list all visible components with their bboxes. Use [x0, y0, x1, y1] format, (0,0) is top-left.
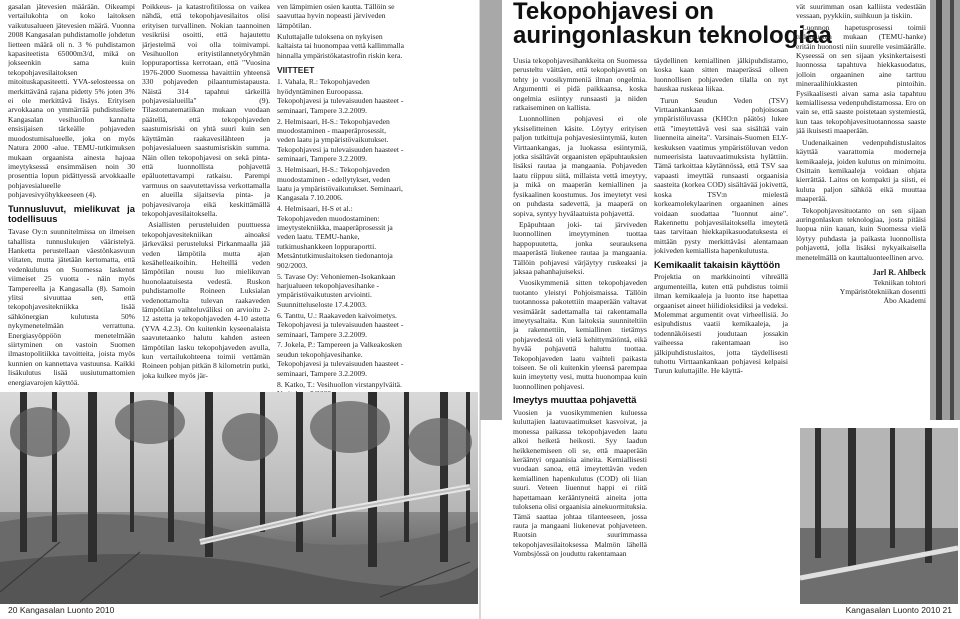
right-col3-para: Luonnon hapetusprosessi toimii tutkimusten mukaan (TEMU-hanke) eritäin huonosti niin suurelle vesimäärälle. Kyseessä on sen sijaan yksinkertaisesti luonnossa tapahtuva hiekkasuodatus, jolloin orgaaninen aine tarttuu mineraalihiukkasten pintoihin. Fysikaalisesti aivan sama asia tapahtuu kemiallisessa vedenpuhdistamossa. Ero on vain se, että saaste poistetaan systemiestä, kun taas tekopohjavesituotannossa saaste jää ikuisesti maaperään.: [796, 22, 926, 136]
forest-photo-graphic: [0, 392, 478, 604]
references-heading: VIITTEET: [277, 64, 315, 75]
reference-item: 1. Vahala, R.: Tekopohjaveden hyödyntäminen Euroopassa. Tekopohjavesi ja tulevaisuuden haasteet -seminaari, Tampere 3.2.2009.: [277, 77, 404, 115]
signature-block: [796, 268, 926, 305]
left-col2-para: Poikkeus- ja katastrofitilossa on vaikea nähdä, että tekopohjavesilaitos olisi erityisen turvallinen. Nokian taannoinen vesikriisi osoitti, että hajautettu järjestelmä voi olla toimivampi. Vesihuollon erityistilannetyöryhmän loppuraportissa kerrotaan, että "Vuosina 1976-2000 Suomessa havaittiin yhteensä 330 pohjaveden pilaantumistapausta. Näistä 314 tapahtui tärkeillä pohjavesialueilla" (9). Tilastomatematiikan mukaan vuodaan päätellä, että tekopohjaveden saastumisriski on yhtä suuri kuin sen käyttämän raakavesilähteen ja pohjavesialueen saastumisriskin summa. Näin ollen tekopohjavesi on sekä pinta- että luonnollista pohjavettä epäluotettavampi ratkaisu. Parempi varmuus on saavutettavissa verkottamalla en alueilla sijaitsevia pinta- ja pohjavesivaroja eikä keskittämällä tekopohjavesilaitoksella.: [142, 2, 270, 218]
right-col1-subhead: Imeytys muuttaa pohjavettä: [513, 394, 637, 406]
right-col2-subhead: Kemikaalit takaisin käyttöön: [654, 258, 781, 270]
right-col1-para: Vuosikymmeniä sitten tekopohjaveden tuotanto yleistyi Pohjoismaissa. Tällöin tuotannossa pakotettiin maaperään valtavat vesimäärät sadettamalla tai rakentamalla imeytysaltaita. Kun laitoksia suunniteltiin ja rakennettiin, kemiallinen tietämys pohjavedestä oli vielä kehittymätöntä, eikä hyvää pohjavettä haluttu tuottaa. Tekopohjaveden laatu vaihteli paikasta toiseen. Se oli kuitenkin yleensä parempaa kuin imeytetty vesi, mutta huonompaa kuin luonnollinen pohjavesi.: [513, 278, 647, 391]
right-col-1: [513, 56, 647, 606]
signature-institution: Åbo Akademi: [883, 296, 926, 306]
right-col2-para: Turun Seudun Veden (TSV) Virttaankankaan pohjoisosan ympäristöluvassa (KHO:n päätös) lukee että "imeytettävä vesi saa sisältää vain liuenneita aineita". Varsinais-Suomen ELY-keskuksen vaatimus ympäristöluvan vedon numeerisista laatuvaatimuksista hylättiin. Tämä tarkoittaa käytännössä, että TSV saa vapaasti imeyttää runsaasti orgaanisia saasteita (korkea COD) sisältävää jokivettä, koska TSV:n mielestä korkeamolekylaarinen orgaaninen aines voidaan suodattaa "luonnut aine". Rakennettu pohjavesilaitoksella imeytetä taas tarvitaan hiekkapikasuodatuksesta ei mittään pysty merkittäväsi alentamaan jokiveden kemiallista hapenkulutusta.: [654, 95, 788, 256]
right-page-footer: Kangasalan Luonto 2010 21: [845, 605, 952, 615]
left-col1-subhead: Tunnusluvut, mielikuvat ja todellisuus: [8, 202, 135, 225]
right-col3-para: Tekopohjavesituotanto on sen sijaan auringonlaskun teknologiaa, josta pitäisi luopua niin kauan, kuin Suomessa vielä löytyy puhdasta ja paikasta luonnollista pohjavettä, jolla lisäksi nykyaikaisella menetelmällä on kauttaluonteellinen arvo.: [796, 205, 926, 262]
reference-item: 5. Tavase Oy: Vehoniemen-Isokankaan harjualueen tekopohjavesihanke - ympäristövaikutusten arviointi. Suunnitteluseloste 17.4.2003.: [277, 271, 396, 309]
right-edge-photo: [480, 0, 502, 420]
signature-title: Tekniikan tohtori: [873, 277, 926, 287]
right-col1-para: Epäpuhtaan joki- tai järviveden luonnollinen imeytyminen tuottaa happopuutetta, jonka seurauksena maaperästä liukenee rautaa ja mangaania. Tällöin pohjavesi värjäytyy ruskeaksi ja jaksaa pahanhajuiseksi.: [513, 219, 647, 276]
reference-item: 8. Katko, T.: Vesihuollon virstanpylväitä.: [277, 379, 402, 389]
left-col3-para: ven lämpimien osien kautta. Tällöin se saavuttaa hyvin nopeasti järviveden lämpötilan.: [277, 2, 395, 30]
left-page-footer: 20 Kangasalan Luonto 2010: [8, 605, 115, 615]
reference-item: 4. Helmisaari, H-S et al.: Tekopohjaveden muodostaminen: imeytystekniikka, maaperäprosessit ja veden laatu. TEMU-hanke, tutkimushankkeen loppuraportti. Metsäntutkimuslaitoksen tiedonantoja 902/2003.: [277, 204, 393, 270]
left-col3-para: Kuluttajalle tuloksena on nykyisen kaltaista tai huonompaa vettä kallimmalla hinnalla ympäristökatastrofin riskin kera.: [277, 31, 404, 60]
right-edge-tree-photo: [930, 0, 960, 420]
right-col1-para: Luonnollinen pohjavesi ei ole yksiselitteinen käsite. Löytyy erityisen paljon tutkittuja pohjavesiesiintymiä, kuten Virttaankangas, ja luokassa esiintymiä, jotka sisältävät orgaanisten epäpuhtauksien lisäksi rautaa ja mangaania. Pohjaveden laatu riippuu siitä, millaista vettä imeytyy, ja mikä on maaperän kemiallinen ja fysikaalinen koostumus. Jos imeytetyt vesi on puhdasta sadevettä, ja maaperä on sopiva, syntyy hyvälaatuista pohjavettä.: [513, 114, 647, 218]
signature-title: Ympäristötekniikan dosentti: [839, 286, 926, 296]
article-title-line-1: Tekopohjavesi on: [513, 0, 714, 25]
right-edge-photo-graphic: [480, 0, 502, 420]
reference-item: 7. Jokela, P.: Tampereen ja Valkeakosken seudun tekopohjavesihanke. Tekopohjavesi ja tulevaisuuden haasteet -seminaari, Tampere 3.2.2009.: [277, 340, 404, 378]
reference-item: 2. Helmisaari, H-S.: Tekopohjaveden muodostaminen - maaperäprosessit, veden laatu ja ympäristövaikutukset. Tekopohjavesi ja tulevaisuuden haasteet -seminaari, Tampere 3.2.2009.: [277, 116, 404, 164]
right-col2-para: täydellinen kemiallinen jälkipuhdistamo, koska kaan sitten maaperässä olleen luonnollisen pohjaveden tilalla on nyt hauskaa ruskeaa liikaa.: [654, 56, 788, 94]
right-col1-para: Uusia tekopohjavesihankkeita on Suomessa perusteltu väittäen, että tekopohjavettä on tehty jo vuosikymmeniä ilman ongelmia. Argumentti ei pidä paikkaansa, koska ongelmia esiintyy runsaasti ja niiden ratkaiseminen on kallista.: [513, 56, 647, 113]
left-col1-para: Tavase Oy:n suunnitelmissa on ilmeisen tahallista tunnuslukujen vääristelyä. Hanketta perustellaan väestönkasvuun viitaten, mutta jätetään kertomatta, että vedenkulutus on Suomessa laskenut viimeiset 25 vuotta - näin myös Tampereella ja Kangasalla (8). Samoin ylitsi sivuuttaa sen, että tekopohjavesitekniikka lisää sähkönergian kulutusta 50% nykymenetelmään verrattuna. Energiasyöppöön menetelmään siirtyminen on vastoin Suomen ilmastopolitiikka tavoitteita, joista myös kunnien on kannettava vastuunsa. Kaikki lisäkulutus lisää uusiutumattomien energiavarojen käyttöä.: [8, 227, 135, 387]
right-edge-tree-graphic: [930, 0, 960, 420]
left-col2-para: Asiallisten perusteluiden puuttuessa tekopohjavesitekniikan ainoaksi järkeväksi perusteluksi Pirkanmaalla jää veden lämpötila mutta ajan kesähelleaikoihin. Helteillä veden lämpötilan nousu luo mielikuvan huonolaatuisesta vedestä. Ruskon puhdistamolle Roineen Luksialan vedenottamolta tulevan raakaveden lämpötilan vaihteluväliksi on arvioitu 2-12 astetta ja tekopohjaveden 4-10 astetta (YVA 4.2.3). On kuitenkin kyseenalaista saavutetaanko halutu kahden asteen lämpötilan lasku tekopohjaveden avulla, kun vertailukohteena toimii vettämän Roineen pohjan pitkän 8 kilometrin putki, joka kulkee myös jär-: [142, 220, 270, 380]
signature-name: Jarl R. Ahlbeck: [872, 267, 926, 277]
forest-pipe-photo: [0, 392, 478, 604]
reference-item: 6. Tanttu, U.: Raakaveden kaivoimetys. Tekopohjavesi ja tulevaisuuden haasteet -seminaari, Tampere 3.2.2009.: [277, 310, 404, 339]
right-col2-para: Projektia on markkinointi vihreällä argumenteilla, kuten että puhdistus toimii ilman kemikaaleja ja luonto itse hapettaa orgaaniset aineet hiilidioksidiksi ja vedeksi. Molemmat argumentit ovat virheellisiä. Jo esipuhdistus vaatii kemikaaleja, ja todennäköisesti joudutaan jossakin vaiheessa rakentamaan iso jälkipuhdistuslaitos, jotta täydellisesti tuhottu Virttaankankaan pohjavesi kelpaisi Turun kuluttajille. He käyttä-: [654, 272, 788, 376]
right-forest-photo-graphic: [800, 428, 958, 604]
left-col1-para: gasalan jätevesien määrään. Oikeampi vertailukohta on koko laitoksen vaikutusalueen jätevesien määrä. Vuonna 2008 Kangasalan puhdistamolle johdetun lietteen määrä oli n. 3 % puhdistamon kapasiteetista 65000m3/d, mikä on jokseenkin sama kuin tekopohjavesilaitoksen mitoituskapasiteetti. YVA-selosteessa on merkittävänä rajana pidetty 5% joten 3% ei ole merkittävä lisäys. Erityisen arvokkaana on ymmärrää puhdistusliete Kangasalan vesihuollon kannalta ensisijaisen tärkeälle pohjaveden muodostumisalueelle, joka on myös Natura 2000 -alue. TEMU-tutkimuksen mukaan orgaanista ainesta hajoaa imeytyksessä ensimmäisen noin 30 prosenttia lopun pidättyessä arvokkaalle pohjavesialueelle pohjavesivyöhykkeeseen (4).: [8, 2, 135, 200]
left-col-1: [8, 2, 135, 390]
right-forest-photo: [800, 428, 958, 604]
right-col3-para: Uudenaikainen vedenpuhdistuslaitos käyttää vaarattomia moderneja kemikaaleja, joiden kulutus on minimoitu. Osittain kemikaaleja voidaan ohjata kierrättää. Laitos on kompakti ja siisti, ei kuluta paljon sähköä eikä muuttaa maaperää.: [796, 137, 926, 204]
right-col-3: [796, 2, 926, 422]
right-col3-para: vät suurimman osan kalliista vedestään vessaan, pyykkiin, suihkuun ja tiskiin.: [796, 2, 926, 21]
reference-item: 3. Helmisaari, H-S.: Tekopohjaveden muodostaminen - edellytykset, veden laatu ja ympäristövaikutukset. Seminaari, Kangasala 7.10.2006.: [277, 165, 403, 203]
right-col1-para: Vuosien ja vuosikymmenien kuluessa kuluttajien laatuvaatimukset kasvoivat, ja monessa paikassa tekopohjaveden laatu alkoi heiketä heikosti. Syy laadun heikkenemiseen oli se, että maaperään kerääntyi orgaanisia aineita. Kemiallisesti vuodaan sanoa, että imeytettävän veden kemiallinen hapenkulutus (COD) oli liian suuri. Veteen liuennut happi ei riitä hapettamaan kerääntyneitä aineita jotta tuloksena olisi orgaanisia ainekuormituksia. Tämä saattaa johtaa tilanteeseen, jossa rauta ja mangaani liukenevat pohjaveteen. Ruotsin suurimmassa tekopohjavesilaitoksessa Malmön lähellä Vombsjössä on jouduttu rakentamaan: [513, 408, 647, 559]
article-title-line-2: auringonlaskun teknologiaa: [513, 22, 832, 50]
right-col-2: [654, 56, 788, 606]
article-title: [513, 0, 843, 49]
left-col-2: [142, 2, 270, 387]
